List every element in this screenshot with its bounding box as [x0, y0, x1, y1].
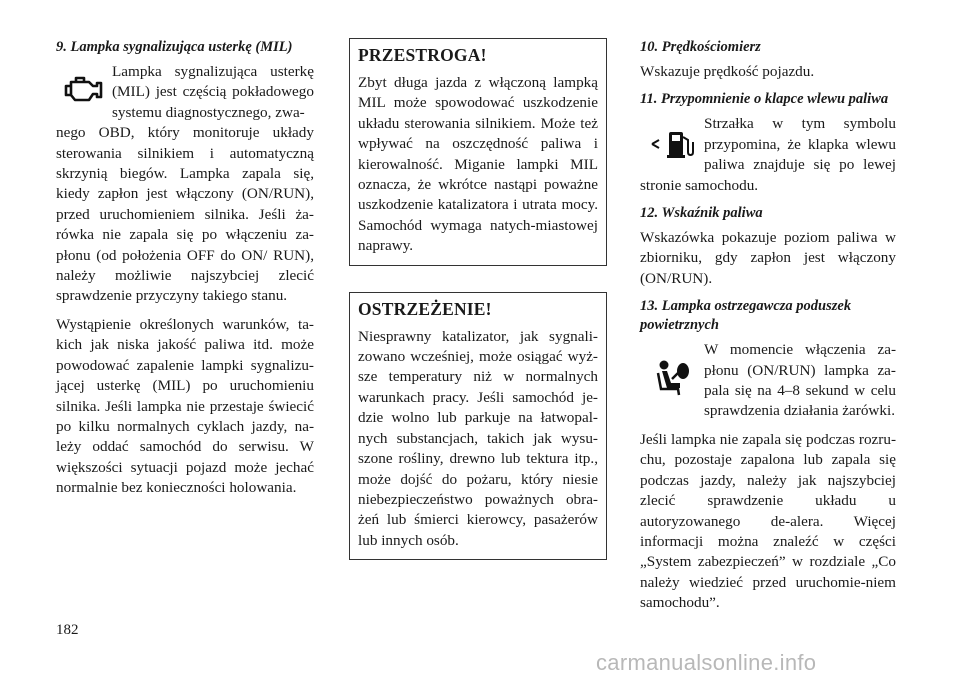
column-left	[56, 38, 314, 507]
speedometer-text: Wskazuje prędkość pojazdu.	[640, 63, 815, 80]
mil-paragraph-1: nego OBD, który monitoruje układy sterowania silnikiem i automatyczną skrzynią biegów. Lampka zapala się, kiedy zapłon jest włączony (ON/RUN), przed uruchomieniem silnika. Jeśli ża-rówka nie zapala się po włączeniu za-płonu (od położenia OFF do ON/ RUN), należy możliwie najszybciej zlecić sprawdzenie przyczyny takiego stanu.	[56, 124, 314, 305]
airbag-text-2: Jeśli lampka nie zapala się podczas rozru-chu, pozostaje zapalona lub zapala się podczas jazdy, należy jak najszybciej zlecić sprawdzenie układu u autoryzowanego de-alera. Więcej informacji można znaleźć w części „System zabezpieczeń” w rozdziale „Co należy wiedzieć przed uruchomie-niem samochodu”.	[640, 430, 896, 612]
check-engine-icon	[56, 62, 110, 118]
airbag-text-1: W momencie włączenia za-płonu (ON/RUN) lampka za-pala się na 4–8 sekund w celu sprawdzenia działania żarówki.	[704, 341, 896, 420]
airbag-seated-person-icon	[640, 340, 704, 416]
caution-title: PRZESTROGA!	[358, 45, 487, 65]
mil-intro	[56, 62, 314, 123]
section-heading-mil: 9. Lampka sygnalizująca usterkę (MIL)	[56, 39, 293, 55]
section-heading-fuel-door: 11. Przypomnienie o klapce wlewu paliwa	[640, 91, 889, 108]
column-middle	[349, 38, 607, 560]
caution-text: Zbyt długa jazda z włączoną lampką MIL może spowodować uszkodzenie układu sterowania silnikiem. Może też wpływać na oszczędność paliwa i kierowalność. Miganie lampki MIL oznacza, że wkrótce nastąpi poważne uszkodzenie katalizatora i utrata mocy. Samochód wymaga natych-miastowej naprawy.	[358, 74, 598, 255]
watermark: carmanualsonline.info	[596, 650, 817, 675]
warning-text: Niesprawny katalizator, jak sygnali-zowano wcześniej, może osiągać wyż-sze temperatury niż w normalnych warunkach pracy. Jeśli samochód je-dzie wolno lub parkuje na łatwopal-nych substancjach, takich jak wysu-szone rośliny, drewno lub tektura itp., może dojść do pożaru, który niesie niebezpieczeństwo poważnych obra-żeń lub śmierci kierowcy, pasażerów lub innych osób.	[358, 327, 598, 549]
airbag-block	[640, 340, 896, 430]
fuel-pump-arrow-icon	[640, 114, 704, 174]
page-number: 182	[56, 622, 79, 638]
mil-paragraph-2: Wystąpienie określonych warunków, ta-kich jak niska jakość paliwa itd. może powodować zapalenie lampki sygnalizu-jącej usterkę (MIL) po uruchomieniu silnika. Jeśli lampka nie przestaje świecić po kilku normalnych cyklach jazdy, na-leży oddać samochód do serwisu. W większości sytuacji pojazd może jechać normalnie bez konieczności holowania.	[56, 315, 314, 497]
column-right	[640, 38, 896, 622]
section-heading-fuel-gauge: 12. Wskaźnik paliwa	[640, 205, 763, 222]
section-heading-speedometer: 10. Prędkościomierz	[640, 39, 761, 55]
mil-intro-text: Lampka sygnalizująca usterkę (MIL) jest częścią pokładowego systemu diagnostycznego, zwa-	[112, 63, 314, 121]
caution-box	[349, 38, 607, 266]
fuel-door-block	[640, 114, 896, 204]
fuel-gauge-text: Wskazówka pokazuje poziom paliwa w zbiorniku, gdy zapłon jest włączony (ON/RUN).	[640, 229, 896, 287]
warning-box	[349, 292, 607, 560]
warning-title: OSTRZEŻENIE!	[358, 298, 492, 319]
fuel-door-text: Strzałka w tym symbolu przypomina, że klapka wlewu paliwa znajduje się po lewej stronie samochodu.	[640, 115, 896, 194]
section-heading-airbag: 13. Lampka ostrzegawcza poduszek powietrznych	[640, 298, 852, 334]
